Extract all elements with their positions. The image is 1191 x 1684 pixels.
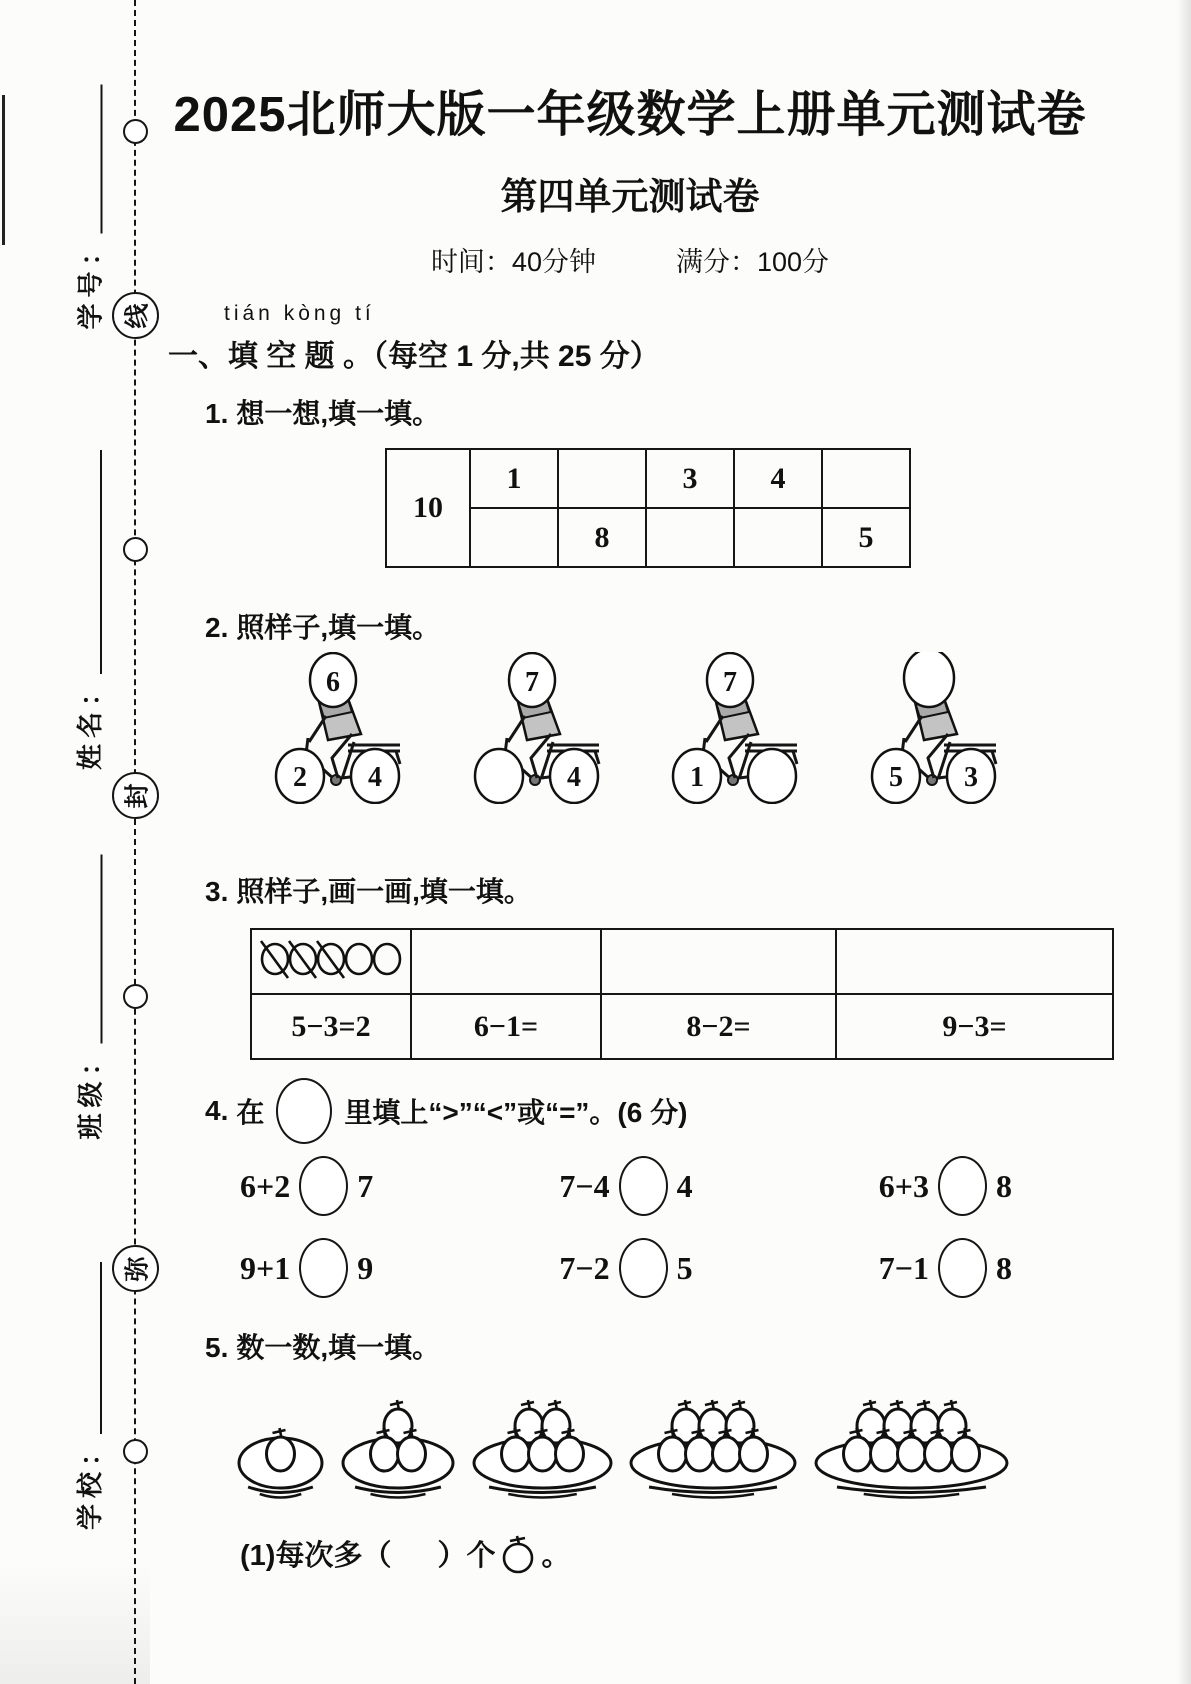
full-score: 满分：100分 [675,247,830,277]
equation-blank: 9−3= [836,994,1113,1059]
seal-dot [123,1439,148,1464]
comparison-row-1 [240,1156,1012,1216]
question-4-number: 4. [205,1095,229,1126]
question-5-heading [205,1326,440,1366]
student-id-label: 学号： [75,233,105,330]
drawing-cell-blank [836,929,1113,994]
answer-circle [299,1238,348,1298]
bicycle-figure [858,652,1018,804]
left-expression: 6+2 [240,1167,291,1204]
table-total-cell: 10 [386,449,470,567]
seal-char-xian: 线 [123,302,152,329]
name-blank [100,450,102,674]
unit-subtitle: 第四单元测试卷 [500,176,760,217]
left-expression: 9+1 [240,1249,291,1286]
seal-char-circle [112,1245,159,1292]
question-1-number: 1. [205,398,229,429]
question-3-text: 照样子,画一画,填一填。 [236,876,532,907]
comparison-item [559,1238,692,1298]
bike-right-wheel-number: 3 [963,762,978,793]
sub-question-prefix: (1)每次多（ [240,1539,392,1572]
bicycle-figure [659,652,819,804]
table-cell-blank [734,508,822,567]
bicycle-puzzle-row [262,652,1018,804]
school-label: 学校： [74,1433,105,1530]
bike-head-number: 6 [326,667,340,698]
right-number: 8 [995,1167,1012,1204]
student-id-field [75,85,103,330]
comparison-item [240,1156,373,1216]
exam-meta [160,240,1100,279]
class-blank [101,855,103,1044]
page-title: 2025北师大版一年级数学上册单元测试卷 [173,88,1087,142]
plate-with-1-apples [235,1405,326,1508]
question-3-number: 3. [205,876,229,907]
table-cell-blank [470,508,558,567]
seal-char-feng: 封 [123,782,152,809]
comparison-item [879,1238,1012,1298]
right-number: 4 [676,1167,693,1204]
table-cell: 8 [558,508,646,567]
subtraction-drawing-table [250,928,1114,1060]
student-id-blank [101,85,103,234]
drawing-cell-blank [411,929,601,994]
seal-dot [123,119,148,144]
sub-question-end: 。 [541,1539,571,1572]
table-cell: 5 [822,508,910,567]
equation-blank: 6−1= [411,994,601,1059]
bike-left-wheel-number: 2 [293,762,307,793]
left-expression: 6+3 [878,1167,929,1204]
question-1-text: 想一想,填一填。 [236,398,441,429]
drawing-cell-blank [601,929,836,994]
school-blank [100,1262,102,1434]
plate-with-9-apples [812,1378,1011,1508]
school-field [74,1262,105,1530]
bike-head-number: 7 [524,667,539,698]
equation-example: 5−3=2 [251,994,411,1059]
comparison-item [879,1156,1012,1216]
plate-with-3-apples [339,1378,457,1508]
right-number: 5 [676,1249,693,1286]
bike-left-wheel-number: 1 [690,762,705,793]
seal-dashed-line [134,0,136,1684]
scan-edge-bottom [0,1564,150,1684]
answer-circle [619,1238,668,1298]
right-number: 9 [357,1249,374,1286]
seal-char-mi: 弥 [123,1255,152,1282]
bike-head-number: 7 [723,667,738,698]
comparison-item [559,1156,692,1216]
apple-icon [499,1532,537,1574]
compare-circle-example [276,1078,332,1144]
seal-dot [123,537,148,562]
left-expression: 7−1 [878,1249,929,1286]
class-label: 班级： [75,1043,105,1140]
bike-right-wheel-number: 4 [566,762,581,793]
question-5-number: 5. [205,1332,229,1363]
question-5-sub-1 [240,1532,570,1574]
question-4-text-before: 在 [236,1097,265,1128]
bike-right-wheel-number: 4 [368,762,382,793]
sub-question-mid: ）个 [437,1539,496,1572]
right-number: 7 [357,1167,374,1204]
left-expression: 7−2 [559,1249,610,1286]
comparison-row-2 [240,1238,1012,1298]
bicycle-figure [461,652,621,804]
answer-circle [299,1156,348,1216]
bicycle-figure [262,652,422,804]
seal-dot [123,984,148,1009]
question-4-text-after: 里填上“>”“<”或“=”。(6 分) [344,1097,688,1128]
table-cell-blank [646,508,734,567]
section-1-heading: 一、填 空 题 。（每空 1 分,共 25 分） [168,340,660,373]
question-3-heading [205,870,532,910]
table-cell-blank [558,449,646,508]
crossed-circles-example [251,929,411,994]
question-2-text: 照样子,填一填。 [236,612,441,643]
name-field [74,450,105,770]
question-1-heading [205,392,440,432]
answer-circle [938,1238,987,1298]
right-number: 8 [995,1249,1012,1286]
question-2-heading [205,606,440,646]
table-cell: 3 [646,449,734,508]
table-cell-blank [822,449,910,508]
equation-blank: 8−2= [601,994,836,1059]
name-label: 姓名： [74,673,105,770]
question-5-text: 数一数,填一填。 [236,1332,441,1363]
left-expression: 7−4 [559,1167,610,1204]
plate-with-7-apples [627,1378,799,1508]
table-cell: 1 [470,449,558,508]
question-2-number: 2. [205,612,229,643]
comparison-item [240,1238,373,1298]
class-field [75,855,103,1140]
time-limit: 时间：40分钟 [430,247,596,277]
number-composition-table [385,448,911,568]
answer-circle [938,1156,987,1216]
pinyin-annotation: tián kòng tí [224,302,375,325]
bike-left-wheel-number: 5 [888,762,903,793]
table-cell: 4 [734,449,822,508]
scan-artifact-line [2,95,5,245]
answer-circle [619,1156,668,1216]
seal-char-circle [112,292,159,339]
question-4-heading [205,1078,687,1144]
scan-edge-right [1177,0,1191,1684]
plates-row [235,1378,1011,1508]
seal-char-circle [112,772,159,819]
plate-with-5-apples [470,1378,615,1508]
